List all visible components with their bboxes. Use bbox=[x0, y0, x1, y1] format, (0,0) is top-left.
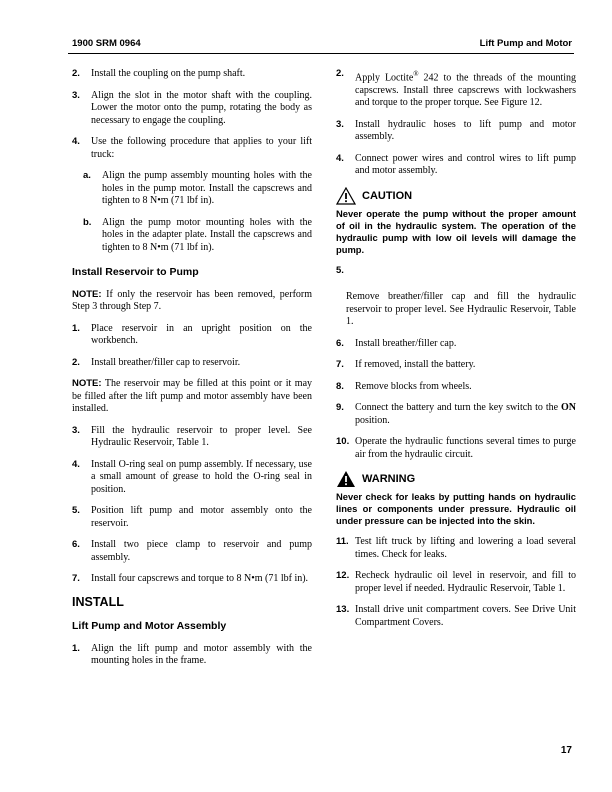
step bbox=[336, 338, 576, 351]
step-number: 3. bbox=[336, 118, 344, 130]
step bbox=[72, 505, 312, 530]
step-text: Install breather/filler cap to reservoir. bbox=[91, 356, 241, 368]
warning-box bbox=[336, 470, 576, 527]
step-text: Install two piece clamp to reservoir and pump assembly. bbox=[91, 539, 312, 563]
step-number: 1. bbox=[72, 322, 80, 334]
substep-letter: b. bbox=[83, 216, 92, 228]
note-label: NOTE: bbox=[72, 288, 102, 300]
step-text-pre: Connect the battery and turn the key switch to the bbox=[355, 402, 561, 414]
step-text: Use the following procedure that applies to your lift truck: bbox=[91, 136, 312, 160]
step-text: Install four capscrews and torque to 8 N•m (71 lbf in). bbox=[91, 573, 309, 584]
step-number: 4. bbox=[336, 152, 344, 164]
step-text: Align the slot in the motor shaft with the coupling. Lower the motor onto the pump, rotating the body as necessary to engage the coupling. bbox=[91, 89, 312, 126]
page-number: 17 bbox=[560, 745, 572, 756]
step-number: 12. bbox=[336, 570, 350, 582]
step-number: 9. bbox=[336, 402, 344, 414]
step bbox=[72, 539, 312, 564]
step-text: Install hydraulic hoses to lift pump and motor assembly. bbox=[355, 118, 576, 143]
step-number: 13. bbox=[336, 604, 350, 616]
step-number: 8. bbox=[336, 380, 344, 392]
step-text: If removed, install the battery. bbox=[355, 359, 476, 371]
section-heading-install: INSTALL bbox=[72, 594, 124, 609]
step bbox=[336, 570, 576, 595]
step-number: 7. bbox=[336, 359, 344, 371]
step bbox=[336, 119, 576, 144]
step-number: 10. bbox=[336, 436, 350, 448]
substep bbox=[72, 217, 312, 255]
step bbox=[72, 357, 312, 370]
step-text: Fill the hydraulic reservoir to proper level. See Hydraulic Reservoir, Table 1. bbox=[91, 424, 312, 448]
step bbox=[336, 536, 576, 561]
step-number: 11. bbox=[336, 536, 349, 548]
caution-title: CAUTION bbox=[362, 189, 413, 202]
substep-text: Align the pump motor mounting holes with the holes in the adapter plate. Install the capscrews and tighten to 8 N•m (71 lbf in). bbox=[102, 216, 312, 253]
step-number: 2. bbox=[336, 68, 344, 79]
caution-box bbox=[336, 187, 576, 256]
step-number: 3. bbox=[72, 424, 80, 436]
step-text: Install breather/filler cap. bbox=[355, 337, 457, 349]
warning-triangle-icon bbox=[336, 470, 356, 488]
note bbox=[72, 378, 312, 416]
step bbox=[336, 604, 576, 629]
header-doc-id: 1900 SRM 0964 bbox=[72, 38, 141, 49]
caution-triangle-icon bbox=[336, 187, 356, 205]
step-text: Install O-ring seal on pump assembly. If necessary, use a small amount of grease to hold the O-ring seal in position. bbox=[91, 458, 312, 495]
registered-mark: ® bbox=[413, 70, 419, 78]
step-number: 4. bbox=[72, 458, 80, 470]
warning-text: Never check for leaks by putting hands on hydraulic lines or components under pressure. Hydraulic oil under pressure can be injected into the skin. bbox=[336, 491, 576, 527]
step-text: Install the coupling on the pump shaft. bbox=[91, 68, 246, 79]
step bbox=[72, 323, 312, 348]
step-text: Align the lift pump and motor assembly with the mounting holes in the frame. bbox=[91, 642, 312, 666]
note-label: NOTE: bbox=[72, 378, 102, 389]
step-text: Place reservoir in an upright position on the workbench. bbox=[91, 322, 312, 346]
note-text: If only the reservoir has been removed, perform Step 3 through Step 7. bbox=[72, 288, 313, 312]
step-number: 6. bbox=[72, 539, 80, 550]
step-text: Connect power wires and control wires to lift pump and motor assembly. bbox=[355, 152, 576, 177]
step-text-bold: ON bbox=[561, 402, 576, 414]
step bbox=[72, 425, 312, 450]
step-number: 1. bbox=[72, 642, 80, 654]
section-heading-assembly: Lift Pump and Motor Assembly bbox=[72, 620, 227, 632]
step bbox=[336, 153, 576, 178]
step-text-post: position. bbox=[355, 414, 390, 426]
note bbox=[72, 289, 312, 314]
left-column bbox=[72, 68, 312, 677]
step-number: 2. bbox=[72, 68, 80, 79]
step-text-post: 242 to the threads of the mounting capscrews. Install three capscrews with lockwashers and torque to the proper torque. See Figure 12. bbox=[355, 72, 576, 109]
step bbox=[336, 68, 576, 110]
right-column bbox=[336, 68, 576, 638]
substep bbox=[72, 170, 312, 208]
step bbox=[72, 68, 312, 81]
warning-title: WARNING bbox=[362, 473, 416, 486]
section-heading-reservoir: Install Reservoir to Pump bbox=[72, 266, 199, 278]
step-text: Recheck hydraulic oil level in reservoir, and fill to proper level if needed. Hydraulic Reservoir, Table 1. bbox=[355, 570, 576, 594]
step-number: 7. bbox=[72, 573, 80, 584]
step-number: 5. bbox=[336, 264, 344, 276]
step-number: 5. bbox=[72, 505, 80, 516]
step-text: Test lift truck by lifting and lowering a load several times. Check for leaks. bbox=[355, 536, 576, 560]
note-text: The reservoir may be filled at this point or it may be filled after the lift pump and motor assembly have been installed. bbox=[72, 378, 313, 414]
caution-text: Never operate the pump without the proper amount of oil in the hydraulic system. The operation of the hydraulic pump with low oil levels will damage the pump. bbox=[336, 207, 576, 255]
step bbox=[72, 573, 312, 586]
substep-text: Align the pump assembly mounting holes with the holes in the pump motor. Install the capscrews and tighten to 8 N•m (71 lbf in). bbox=[102, 170, 312, 206]
step bbox=[72, 90, 312, 128]
step-number: 2. bbox=[72, 356, 80, 368]
step-number: 6. bbox=[336, 337, 344, 349]
step bbox=[336, 381, 576, 394]
step bbox=[336, 436, 576, 461]
substep-letter: a. bbox=[83, 170, 91, 181]
header-section-title: Lift Pump and Motor bbox=[479, 38, 572, 49]
step-text-pre: Apply Loctite bbox=[355, 72, 414, 84]
step bbox=[336, 265, 576, 329]
step-text: Operate the hydraulic functions several times to purge air from the hydraulic circuit. bbox=[355, 436, 576, 460]
step-number: 3. bbox=[72, 89, 80, 101]
step-text: Remove blocks from wheels. bbox=[355, 380, 472, 392]
step-text: Remove breather/filler cap and fill the hydraulic reservoir to proper level. See Hydraulic Reservoir, Table 1. bbox=[346, 291, 576, 328]
step bbox=[336, 359, 576, 372]
step-text: Install drive unit compartment covers. See Drive Unit Compartment Covers. bbox=[355, 604, 576, 628]
step bbox=[72, 459, 312, 497]
header-rule bbox=[68, 53, 574, 54]
step-number: 4. bbox=[72, 136, 80, 147]
step bbox=[72, 643, 312, 668]
step-text: Position lift pump and motor assembly onto the reservoir. bbox=[91, 505, 312, 529]
step bbox=[72, 136, 312, 161]
step bbox=[336, 402, 576, 427]
